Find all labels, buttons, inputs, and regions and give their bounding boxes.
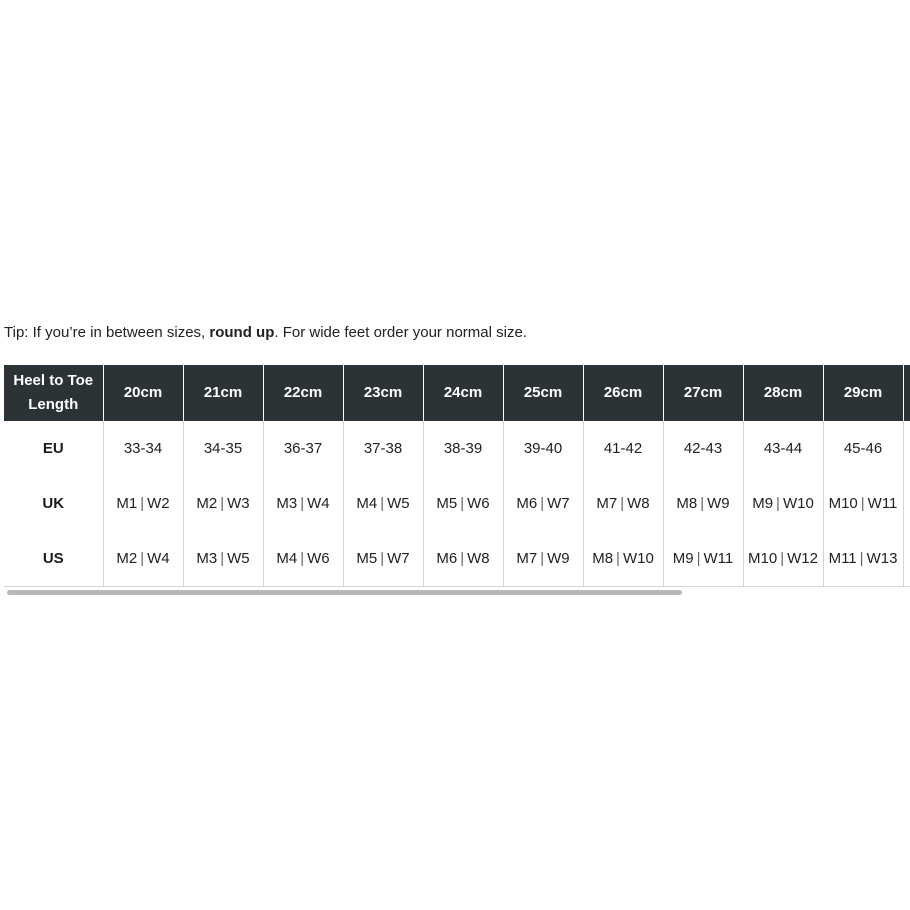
womens-size: W7	[547, 495, 570, 512]
size-separator: |	[140, 495, 145, 512]
size-chart-table	[4, 365, 910, 587]
size-cell-overflow	[903, 531, 910, 587]
size-cell: 36-37	[263, 421, 343, 476]
column-header: 28cm	[743, 365, 823, 421]
womens-size: W2	[147, 495, 170, 512]
womens-size: W10	[782, 495, 814, 512]
womens-size: W6	[307, 550, 330, 567]
womens-size: W7	[387, 550, 410, 567]
size-cell-overflow	[903, 476, 910, 531]
womens-size: W6	[467, 495, 490, 512]
womens-size: W13	[866, 550, 898, 567]
size-separator: |	[220, 495, 225, 512]
size-cell	[503, 476, 583, 531]
size-cell: 33-34	[103, 421, 183, 476]
size-separator: |	[700, 495, 705, 512]
mens-size: M3	[196, 550, 218, 567]
size-cell: 34-35	[183, 421, 263, 476]
size-cell	[183, 531, 263, 587]
size-cell: 45-46	[823, 421, 903, 476]
column-header: 20cm	[103, 365, 183, 421]
mens-size: M10	[828, 495, 858, 512]
womens-size: W4	[147, 550, 170, 567]
tip-bold-text: round up	[209, 324, 275, 341]
mens-size: M8	[592, 550, 614, 567]
size-cell	[583, 476, 663, 531]
size-cell	[103, 531, 183, 587]
womens-size: W5	[227, 550, 250, 567]
womens-size: W4	[307, 495, 330, 512]
table-row	[4, 421, 910, 476]
column-header: 22cm	[263, 365, 343, 421]
size-cell	[743, 476, 823, 531]
mens-size: M4	[356, 495, 378, 512]
column-header: 24cm	[423, 365, 503, 421]
size-separator: |	[620, 495, 625, 512]
table-header-row	[4, 365, 910, 421]
womens-size: W11	[867, 495, 898, 512]
column-header: 23cm	[343, 365, 423, 421]
size-separator: |	[140, 550, 145, 567]
size-separator: |	[780, 550, 785, 567]
size-cell	[343, 476, 423, 531]
size-separator: |	[380, 495, 385, 512]
size-separator: |	[616, 550, 620, 567]
mens-size: M6	[516, 495, 538, 512]
row-label: EU	[4, 421, 103, 476]
column-header: 26cm	[583, 365, 663, 421]
mens-size: M5	[356, 550, 378, 567]
womens-size: W12	[787, 550, 818, 567]
table-row	[4, 531, 910, 587]
mens-size: M8	[676, 495, 698, 512]
size-cell: 38-39	[423, 421, 503, 476]
horizontal-scrollbar[interactable]	[4, 589, 910, 597]
womens-size: W8	[467, 550, 490, 567]
size-cell	[103, 476, 183, 531]
column-header: 21cm	[183, 365, 263, 421]
size-cell	[263, 531, 343, 587]
size-cell	[263, 476, 343, 531]
mens-size: M4	[276, 550, 298, 567]
size-cell	[583, 531, 663, 587]
column-header-overflow	[903, 365, 910, 421]
column-header: 25cm	[503, 365, 583, 421]
size-separator: |	[380, 550, 385, 567]
mens-size: M7	[516, 550, 538, 567]
size-table-scroll-area[interactable]	[4, 365, 910, 587]
mens-size: M10	[748, 550, 778, 567]
size-separator: |	[860, 495, 865, 512]
size-separator: |	[859, 550, 864, 567]
mens-size: M5	[436, 495, 458, 512]
size-separator: |	[776, 495, 780, 512]
tip-prefix: Tip: If you’re in between sizes,	[4, 324, 210, 341]
sizing-tip	[4, 323, 527, 343]
mens-size: M2	[196, 495, 218, 512]
column-header: 29cm	[823, 365, 903, 421]
row-label: UK	[4, 476, 103, 531]
size-cell: 39-40	[503, 421, 583, 476]
size-separator: |	[696, 550, 701, 567]
size-separator: |	[460, 495, 465, 512]
column-header: 27cm	[663, 365, 743, 421]
womens-size: W8	[627, 495, 650, 512]
table-row	[4, 476, 910, 531]
womens-size: W9	[707, 495, 730, 512]
size-cell-overflow	[903, 421, 910, 476]
mens-size: M3	[276, 495, 298, 512]
womens-size: W5	[387, 495, 410, 512]
size-cell	[663, 476, 743, 531]
mens-size: M9	[672, 550, 694, 567]
size-cell	[743, 531, 823, 587]
scrollbar-thumb[interactable]	[7, 590, 682, 595]
mens-size: M7	[596, 495, 618, 512]
size-separator: |	[540, 550, 545, 567]
size-cell	[423, 531, 503, 587]
row-label: US	[4, 531, 103, 587]
mens-size: M1	[116, 495, 138, 512]
size-cell	[423, 476, 503, 531]
size-cell	[823, 476, 903, 531]
size-cell	[183, 476, 263, 531]
corner-header: Heel to Toe Length	[4, 365, 103, 421]
size-separator: |	[460, 550, 465, 567]
size-cell: 43-44	[743, 421, 823, 476]
size-separator: |	[300, 495, 305, 512]
womens-size: W9	[547, 550, 570, 567]
mens-size: M2	[116, 550, 138, 567]
size-cell	[343, 531, 423, 587]
size-cell	[503, 531, 583, 587]
size-cell: 37-38	[343, 421, 423, 476]
mens-size: M9	[752, 495, 774, 512]
size-cell: 42-43	[663, 421, 743, 476]
size-separator: |	[300, 550, 305, 567]
size-cell	[663, 531, 743, 587]
womens-size: W11	[703, 550, 734, 567]
womens-size: W10	[622, 550, 654, 567]
size-cell: 41-42	[583, 421, 663, 476]
mens-size: M6	[436, 550, 458, 567]
mens-size: M11	[828, 550, 857, 567]
size-separator: |	[220, 550, 225, 567]
tip-suffix: . For wide feet order your normal size.	[274, 324, 527, 341]
size-separator: |	[540, 495, 545, 512]
size-cell	[823, 531, 903, 587]
womens-size: W3	[227, 495, 250, 512]
